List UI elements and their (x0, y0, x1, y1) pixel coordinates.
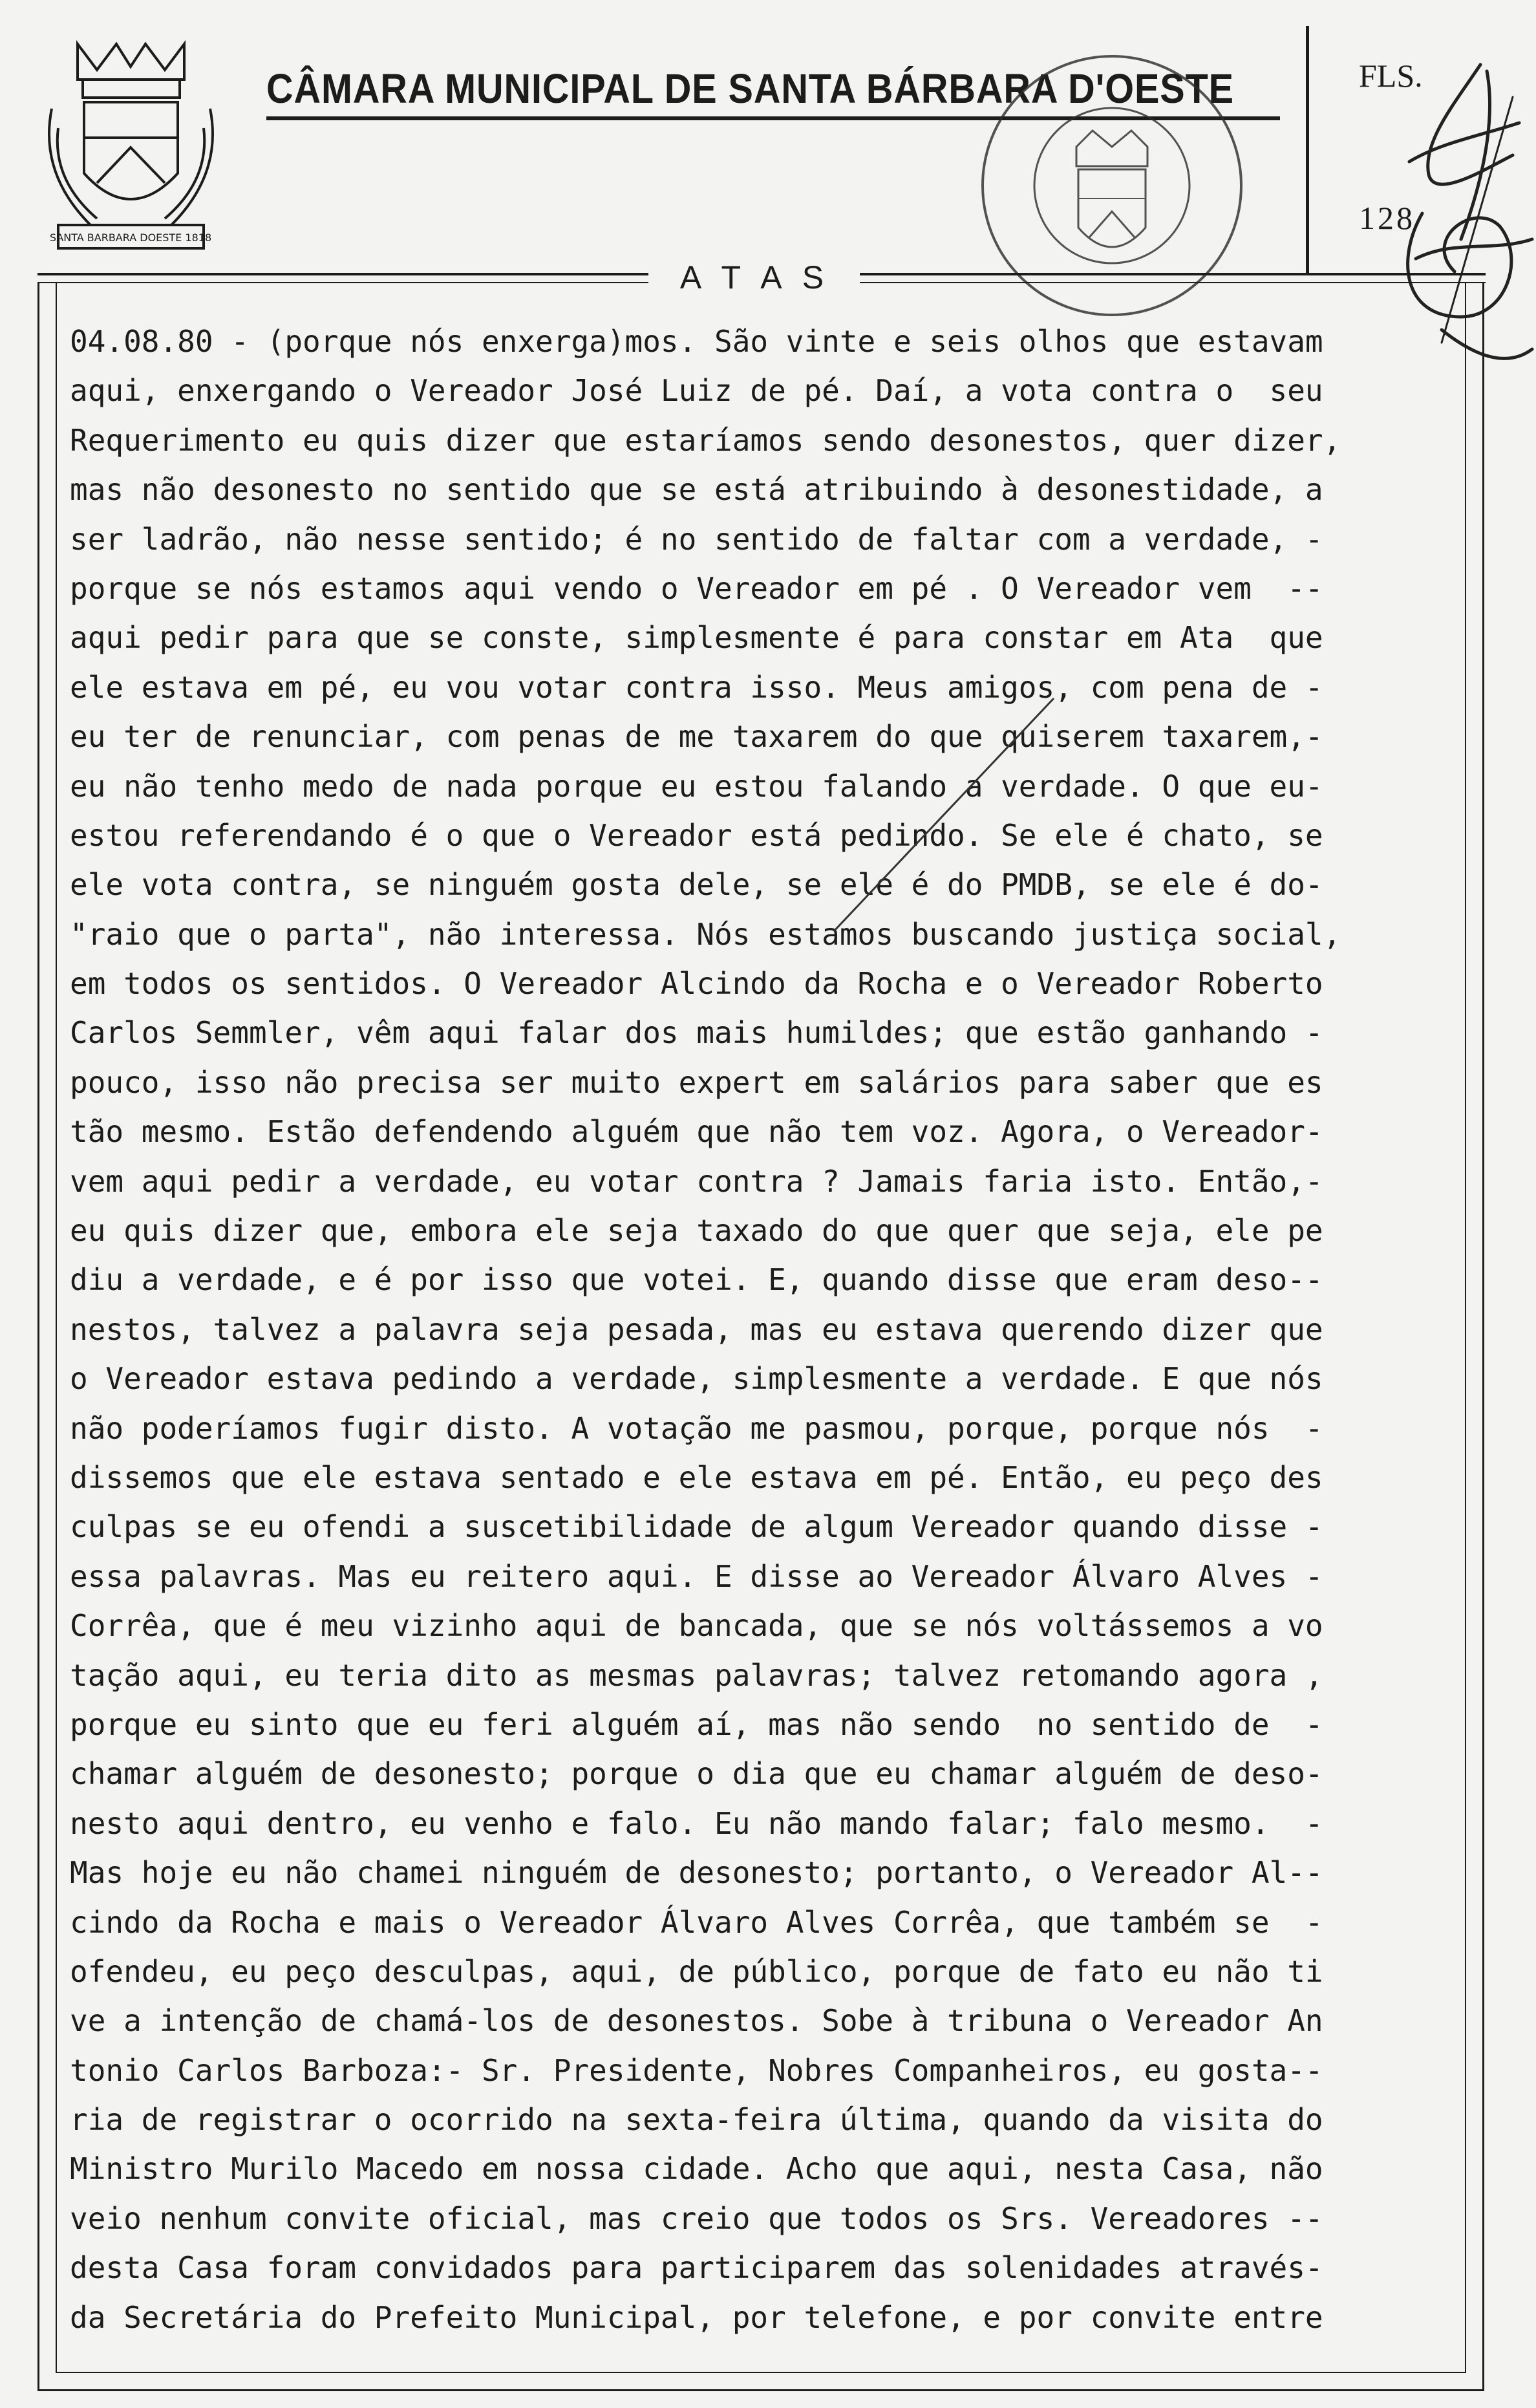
minutes-body (70, 317, 1440, 2342)
text-line: 04.08.80 - (porque nós enxerga)mos. São vinte e seis olhos que estavam (70, 324, 1323, 359)
text-line: estou referendando é o que o Vereador está pedindo. Se ele é chato, se (70, 817, 1323, 853)
text-line: veio nenhum convite oficial, mas creio que todos os Srs. Vereadores -- (70, 2200, 1323, 2236)
text-line: tação aqui, eu teria dito as mesmas palavras; talvez retomando agora , (70, 1657, 1323, 1693)
text-line: vem aqui pedir a verdade, eu votar contra ? Jamais faria isto. Então,- (70, 1163, 1323, 1199)
text-line: da Secretária do Prefeito Municipal, por telefone, e por convite entre (70, 2299, 1323, 2335)
text-line: Ministro Murilo Macedo em nossa cidade. Acho que aqui, nesta Casa, não (70, 2151, 1323, 2187)
text-line: porque se nós estamos aqui vendo o Vereador em pé . O Vereador vem -- (70, 570, 1323, 606)
text-line: mas não desonesto no sentido que se está atribuindo à desonestidade, a (70, 472, 1323, 508)
text-line: não poderíamos fugir disto. A votação me pasmou, porque, porque nós - (70, 1410, 1323, 1446)
text-line: desta Casa foram convidados para participarem das solenidades através- (70, 2250, 1323, 2286)
text-line: aqui, enxergando o Vereador José Luiz de pé. Daí, a vota contra o seu (70, 373, 1323, 409)
text-line: em todos os sentidos. O Vereador Alcindo da Rocha e o Vereador Roberto (70, 966, 1323, 1002)
folio-number: 128 (1359, 200, 1415, 236)
text-line: eu ter de renunciar, com penas de me taxarem do que quiserem taxarem,- (70, 719, 1323, 755)
folio-divider (1306, 26, 1309, 273)
text-line: chamar alguém de desonesto; porque o dia que eu chamar alguém de deso- (70, 1756, 1323, 1792)
text-line: Carlos Semmler, vêm aqui falar dos mais humildes; que estão ganhando - (70, 1015, 1323, 1051)
text-line: eu quis dizer que, embora ele seja taxado do que quer que seja, ele pe (70, 1213, 1323, 1249)
council-title: CÂMARA MUNICIPAL DE SANTA BÁRBARA D'OESTE (266, 65, 1234, 112)
text-line: Requerimento eu quis dizer que estaríamos sendo desonestos, quer dizer, (70, 422, 1341, 458)
text-line: diu a verdade, e é por isso que votei. E, quando disse que eram deso-- (70, 1262, 1323, 1298)
text-line: ria de registrar o ocorrido na sexta-feira última, quando da visita do (70, 2102, 1323, 2138)
text-line: culpas se eu ofendi a suscetibilidade de algum Vereador quando disse - (70, 1509, 1323, 1545)
text-line: nestos, talvez a palavra seja pesada, mas eu estava querendo dizer que (70, 1311, 1323, 1347)
text-line: ele vota contra, se ninguém gosta dele, se ele é do PMDB, se ele é do- (70, 867, 1323, 903)
section-heading: A T A S (679, 259, 831, 296)
heading-rule-left (37, 273, 648, 275)
text-line: pouco, isso não precisa ser muito expert em salários para saber que es (70, 1064, 1323, 1100)
text-line: dissemos que ele estava sentado e ele estava em pé. Então, eu peço des (70, 1459, 1323, 1495)
text-line: ele estava em pé, eu vou votar contra isso. Meus amigos, com pena de - (70, 669, 1323, 705)
text-line: porque eu sinto que eu feri alguém aí, mas não sendo no sentido de - (70, 1706, 1323, 1742)
text-line: tão mesmo. Estão defendendo alguém que não tem voz. Agora, o Vereador- (70, 1114, 1323, 1150)
text-line: "raio que o parta", não interessa. Nós estamos buscando justiça social, (70, 916, 1341, 952)
cancellation-stroke (808, 685, 1086, 944)
text-line: eu não tenho medo de nada porque eu estou falando a verdade. O que eu- (70, 768, 1323, 804)
text-line: aqui pedir para que se conste, simplesmente é para constar em Ata que (70, 620, 1323, 656)
text-line: Corrêa, que é meu vizinho aqui de bancada, que se nós voltássemos a vo (70, 1608, 1323, 1644)
text-line: ser ladrão, não nesse sentido; é no sentido de faltar com a verdade, - (70, 521, 1323, 557)
text-line: essa palavras. Mas eu reitero aqui. E disse ao Vereador Álvaro Alves - (70, 1558, 1323, 1594)
folio-label: FLS. (1359, 58, 1423, 94)
text-line: ve a intenção de chamá-los de desonestos. Sobe à tribuna o Vereador An (70, 2003, 1323, 2039)
text-line: tonio Carlos Barboza:- Sr. Presidente, Nobres Companheiros, eu gosta-- (70, 2052, 1323, 2088)
text-line: Mas hoje eu não chamei ninguém de desonesto; portanto, o Vereador Al-- (70, 1855, 1323, 1891)
text-line: cindo da Rocha e mais o Vereador Álvaro Alves Corrêa, que também se - (70, 1904, 1323, 1940)
municipal-crest-icon (32, 31, 229, 270)
text-line: ofendeu, eu peço desculpas, aqui, de público, porque de fato eu não ti (70, 1953, 1323, 1989)
svg-text:SANTA BARBARA DOESTE 1818: SANTA BARBARA DOESTE 1818 (49, 231, 212, 244)
heading-rule-right (860, 273, 1486, 275)
text-line: o Vereador estava pedindo a verdade, simplesmente a verdade. E que nós (70, 1361, 1323, 1397)
text-line: nesto aqui dentro, eu venho e falo. Eu não mando falar; falo mesmo. - (70, 1805, 1323, 1841)
